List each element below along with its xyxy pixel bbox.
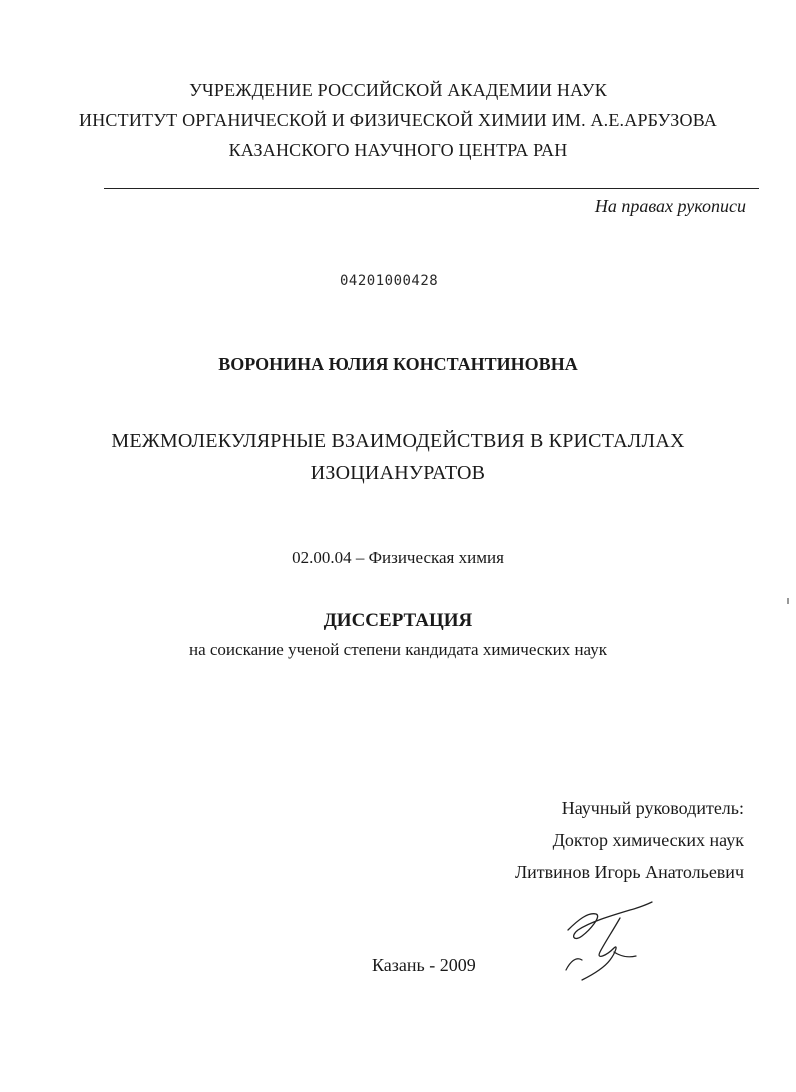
institution-line-2: ИНСТИТУТ ОРГАНИЧЕСКОЙ И ФИЗИЧЕСКОЙ ХИМИИ ИМ. А.Е.АРБУЗОВА — [79, 110, 717, 130]
institution-line-3: КАЗАНСКОГО НАУЧНОГО ЦЕНТРА РАН — [228, 140, 568, 160]
scan-speck — [787, 598, 789, 604]
specialty-code: 02.00.04 – Физическая химия — [292, 548, 504, 567]
title-line-1: МЕЖМОЛЕКУЛЯРНЫЕ ВЗАИМОДЕЙСТВИЯ В КРИСТАЛЛАХ — [111, 430, 685, 452]
document-type: ДИССЕРТАЦИЯ — [323, 610, 473, 631]
manuscript-rights-note: На правах рукописи — [594, 196, 746, 216]
advisor-label: Научный руководитель: — [561, 798, 744, 818]
handwritten-signature — [560, 900, 660, 985]
place-and-year: Казань - 2009 — [372, 955, 476, 975]
registration-code: 04201000428 — [340, 273, 439, 289]
title-line-2: ИЗОЦИАНУРАТОВ — [310, 462, 486, 484]
institution-line-1: УЧРЕЖДЕНИЕ РОССИЙСКОЙ АКАДЕМИИ НАУК — [189, 80, 607, 100]
degree-statement: на соискание ученой степени кандидата химических наук — [188, 640, 607, 659]
advisor-degree: Доктор химических наук — [552, 830, 744, 850]
advisor-name: Литвинов Игорь Анатольевич — [514, 862, 744, 882]
header-divider — [104, 188, 759, 189]
author-name: ВОРОНИНА ЮЛИЯ КОНСТАНТИНОВНА — [218, 354, 578, 374]
